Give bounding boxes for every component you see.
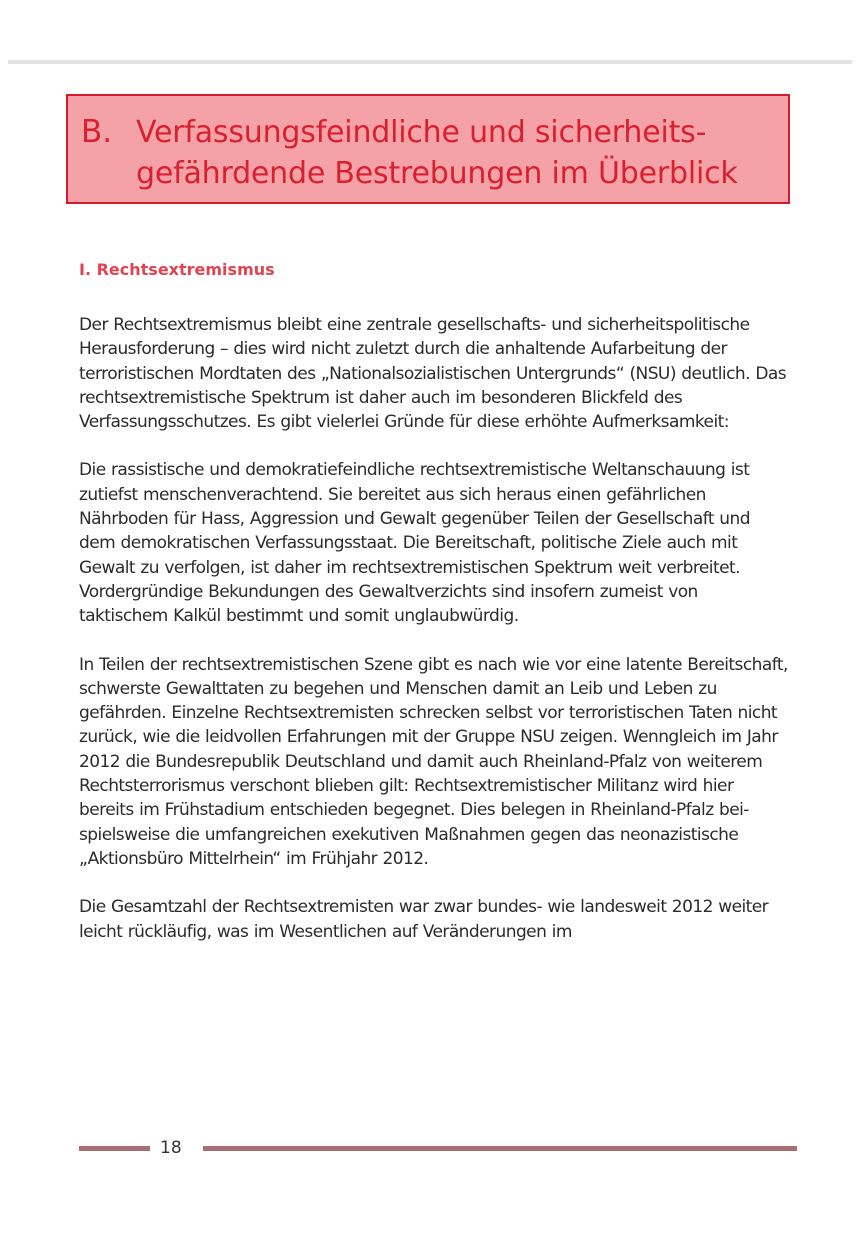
chapter-header-box [66, 94, 790, 204]
paragraph: In Teilen der rechtsextremistischen Szene gibt es nach wie vor eine latente Bereitschaft, schwerste Gewalttaten zu begehen und Menschen damit an Leib und Leben zu gefährden. Einzelne Rechtsextremisten schrecken selbst vor terroristischen Taten nicht zurück, wie die leidvollen Erfahrungen mit der Gruppe NSU zeigen. Wenngleich im Jahr 2012 die Bundesrepublik Deutschland und damit auch Rheinland-Pfalz von weiterem Rechtsterrorismus verschont blieben gilt: Rechtsextremistischer Militanz wird hier bereits im Frühstadium entschieden begegnet. Dies belegen in Rheinland-Pfalz beispielsweise die umfangreichen exekutiven Maßnahmen gegen das neonazistische „Aktionsbüro Mittelrhein“ im Frühjahr 2012. [79, 654, 788, 869]
footer-rule-left [79, 1146, 150, 1151]
chapter-title [136, 112, 776, 194]
top-divider [8, 60, 852, 64]
paragraph: Der Rechtsextremismus bleibt eine zentrale gesellschafts- und sicherheitspolitische Herausforderung – dies wird nicht zuletzt durch die anhaltende Aufarbeitung der terroristischen Mordtaten des „Nationalsozialistischen Untergrunds“ (NSU) deutlich. Das rechtsextremistische Spektrum ist daher auch im besonderen Blickfeld des Verfassungsschutzes. Es gibt vielerlei Gründe für diese erhöhte Aufmerksamkeit: [79, 315, 787, 433]
paragraph: Die Gesamtzahl der Rechtsextremisten war zwar bundes- wie landesweit 2012 weiter leicht rückläufig, was im Wesentlichen auf Veränderungen im [79, 897, 769, 942]
section-heading: I. Rechtsextremismus [79, 260, 275, 279]
chapter-letter: B. [81, 114, 113, 150]
body-text [79, 313, 791, 968]
footer-rule-right [203, 1146, 797, 1151]
paragraph: Die rassistische und demokratiefeindliche rechtsextremistische Weltanschauung ist zutiefst menschenverachtend. Sie bereitet aus sich heraus einen gefährlichen Nährboden für Hass, Aggression und Gewalt gegenüber Teilen der Gesellschaft und dem demokratischen Verfassungsstaat. Die Bereitschaft, politische Ziele auch mit Gewalt zu verfolgen, ist daher im rechtsextremistischen Spektrum weit verbreitet. Vordergründige Bekundungen des Gewaltverzichts sind insofern zumeist von taktischem Kalkül bestimmt und somit unglaubwürdig. [79, 460, 750, 627]
chapter-title-line-2: gefährdende Bestrebungen im Überblick [136, 156, 738, 191]
chapter-title-line-1: Verfassungsfeindliche und sicherheits- [136, 115, 707, 150]
page-number: 18 [160, 1138, 182, 1158]
